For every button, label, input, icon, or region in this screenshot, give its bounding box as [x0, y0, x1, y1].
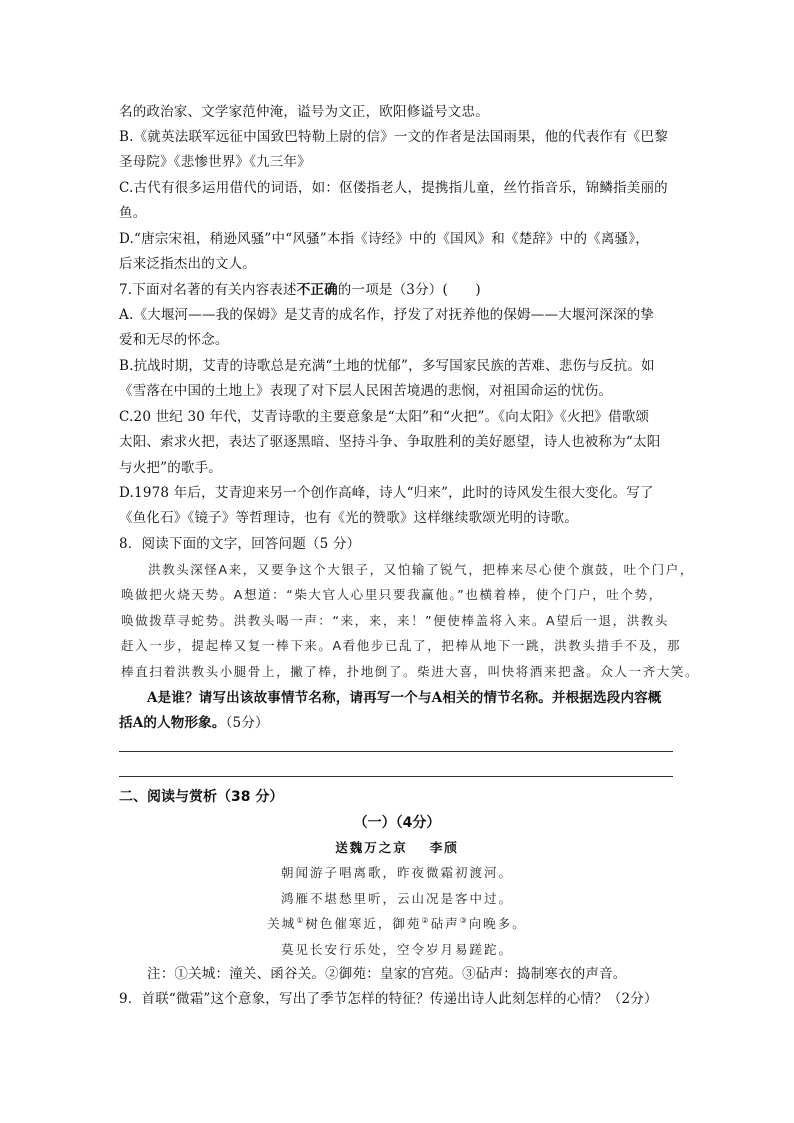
- poem-title: 送魏万之京: [335, 840, 408, 855]
- poem-line-1: 朝闻游子唱离歌，昨夜微霜初渡河。: [280, 865, 513, 880]
- answer-line-2[interactable]: [119, 776, 673, 777]
- poem-line-4: 莫见长安行乐处，空令岁月易蹉跎。: [280, 942, 513, 957]
- q7-stem: [119, 281, 481, 299]
- q7-option-c-line3: 与火把”的歌手。: [119, 460, 223, 476]
- q8-passage-line4: 赶入一步，提起棒又复一棒下来。A看他步已乱了，把棒从地下一跳，洪教头措手不及，那: [121, 638, 682, 653]
- section-2-title: 二、阅读与赏析（38 分）: [119, 789, 284, 805]
- poem-line-3-part-b: 树色催寒近，御苑: [305, 916, 422, 931]
- footnote-marker-2: ②: [421, 915, 431, 925]
- poem-line-3: [0, 914, 794, 932]
- q6-option-c-line1: C.古代有很多运用借代的词语，如：伛偻指老人，提携指儿童，丝竹指音乐，锦鳞指美丽的: [119, 180, 668, 196]
- poem-heading: [0, 838, 794, 856]
- q8-prompt-line1: A是谁？请写出该故事情节名称，请再写一个与A相关的情节名称。并根据选段内容概: [147, 690, 662, 706]
- q6-option-c-line2: 鱼。: [119, 205, 147, 221]
- q6-option-b-line1: B.《就英法联军远征中国致巴特勒上尉的信》一文的作者是法国雨果，他的代表作有《巴黎: [119, 129, 668, 145]
- q7-stem-emphasis: 不正确: [296, 282, 338, 298]
- footnote-marker-1: ①: [296, 915, 306, 925]
- q7-option-c-line1: C.20 世纪 30 年代，艾青诗歌的主要意象是“太阳”和“火把”。《向太阳》《火把》借歌颂: [119, 409, 650, 425]
- q8-passage-line2: 唤做把火烧天势。A想道：“柴大官人心里只要我赢他。”也横着棒，使个门户，吐个势，: [121, 587, 663, 602]
- q8-prompt-line2: [119, 714, 269, 732]
- q7-option-c-line2: 太阳、索求火把，表达了驱逐黑暗、坚持斗争、争取胜利的美好愿望，诗人也被称为“太阳: [119, 434, 661, 450]
- poem-line-3-part-d: 向晚多。: [468, 916, 527, 931]
- q6-option-a-cont: 名的政治家、文学家范仲淹，谥号为文正，欧阳修谥号文忠。: [119, 104, 489, 120]
- q6-option-d-line1: D.“唐宗宋祖，稍逊风骚”中“风骚”本指《诗经》中的《国风》和《楚辞》中的《离骚》，: [119, 231, 649, 247]
- answer-line-1[interactable]: [119, 751, 673, 752]
- q7-option-b-line1: B.抗战时期，艾青的诗歌总是充满“土地的忧郁”，多写国家民族的苦难、悲伤与反抗。如: [119, 358, 655, 374]
- q7-stem-pre: 7.下面对名著的有关内容表述: [119, 282, 297, 298]
- q7-option-a-line2: 爱和无尽的怀念。: [119, 332, 229, 348]
- q8-prompt-line2-bold: 括A的人物形象。: [119, 715, 226, 731]
- q9-stem: 9．首联“微霜”这个意象，写出了季节怎样的特征？传递出诗人此刻怎样的心情？（2分）: [119, 991, 658, 1007]
- poem-line-3-part-c: 砧声: [430, 916, 460, 931]
- q6-option-b-line2: 圣母院》《悲惨世界》《九三年》: [119, 154, 311, 170]
- q8-prompt-score: （5分）: [225, 715, 269, 731]
- poem-line-3-part-a: 关城: [267, 916, 297, 931]
- poem-notes: 注：①关城：潼关、函谷关。②御苑：皇家的宫苑。③砧声：捣制寒衣的声音。: [147, 966, 627, 982]
- q7-stem-post: 的一项是（3分）( ): [337, 282, 481, 298]
- q7-option-d-line1: D.1978 年后，艾青迎来另一个创作高峰，诗人“归来”，此时的诗风发生很大变化。写了: [119, 485, 654, 501]
- footnote-marker-3: ③: [459, 915, 469, 925]
- q7-option-d-line2: 《鱼化石》《镜子》等哲理诗，也有《光的赞歌》这样继续歌颂光明的诗歌。: [119, 510, 579, 526]
- q6-option-d-line2: 后来泛指杰出的文人。: [119, 256, 256, 272]
- poem-line-2: 鸿雁不堪愁里听，云山况是客中过。: [280, 891, 513, 906]
- q8-passage-line3: 唤做拨草寻蛇势。洪教头喝一声：“来，来，来！”便使棒盖将入来。A望后一退，洪教头: [121, 613, 670, 628]
- q8-passage-line1: 洪教头深怪A来，又要争这个大银子，又怕输了锐气，把棒来尽心使个旗鼓，吐个门户，: [148, 562, 694, 577]
- q8-passage-line5: 棒直扫着洪教头小腿骨上，撇了棒，扑地倒了。柴进大喜，叫快将酒来把盏。众人一齐大笑。: [121, 664, 700, 679]
- part-1-title: （一）（4分）: [353, 815, 441, 831]
- q7-option-b-line2: 《雪落在中国的土地上》表现了对下层人民困苦境遇的悲悯，对祖国命运的忧伤。: [119, 383, 613, 399]
- q8-title: 8．阅读下面的文字，回答问题（5 分）: [119, 536, 361, 552]
- poem-author: 李颀: [429, 840, 459, 855]
- q7-option-a-line1: A.《大堰河——我的保姆》是艾青的成名作，抒发了对抚养他的保姆——大堰河深深的挚: [119, 307, 655, 323]
